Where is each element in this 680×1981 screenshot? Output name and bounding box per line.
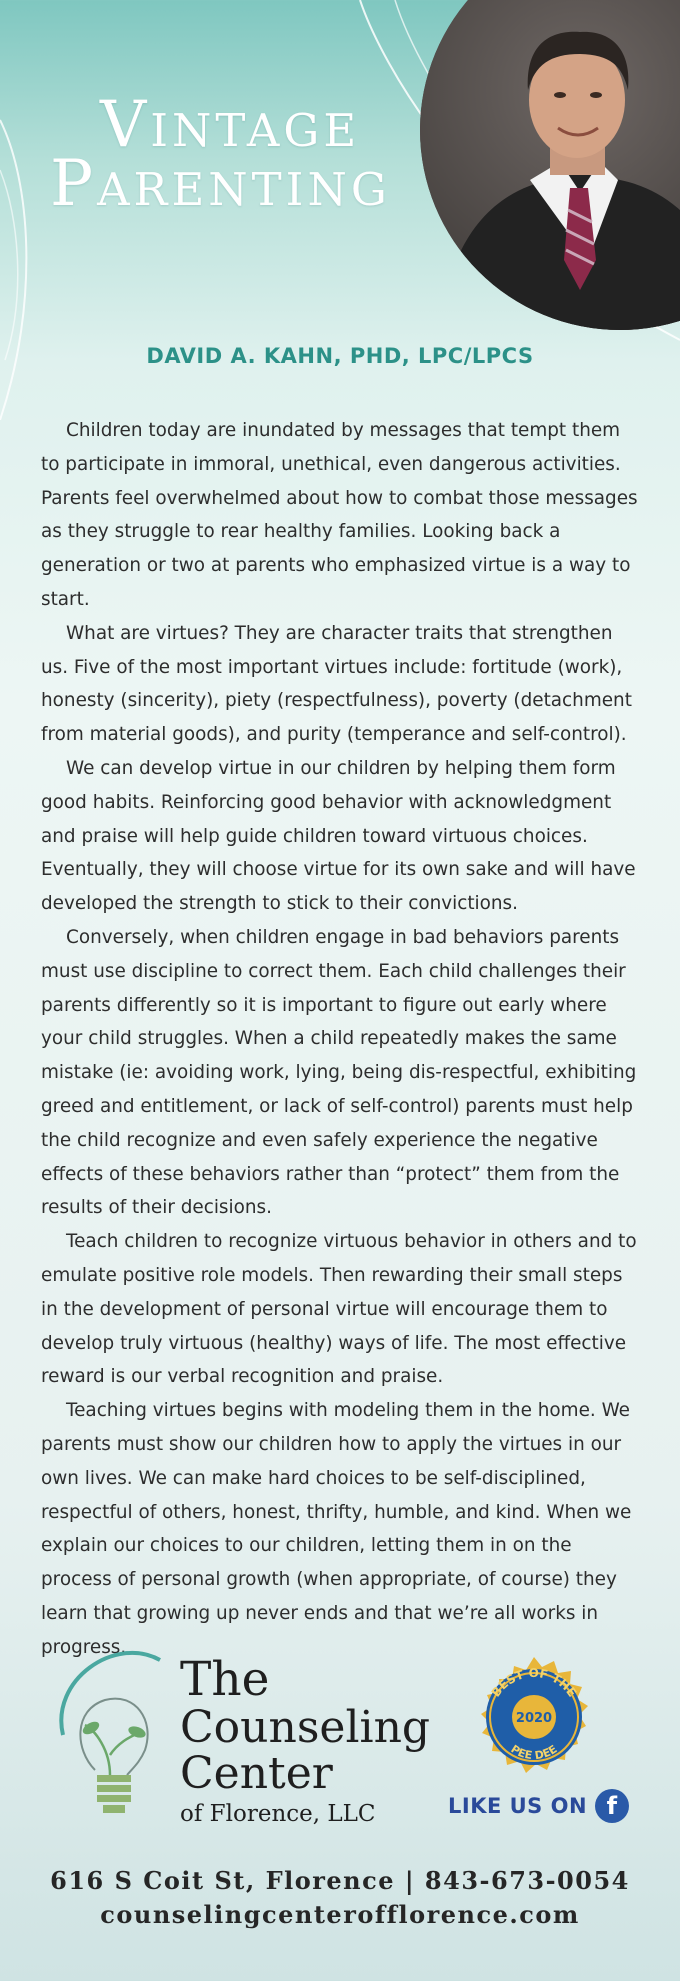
author-photo [420, 0, 680, 330]
logo-text-of-florence: of Florence, LLC [180, 1801, 376, 1827]
logo-text-the: The [180, 1652, 270, 1707]
article-paragraph: Children today are inundated by messages that tempt them to participate in immoral, unethical, even dangerous activities. Parents feel overwhelmed about how to combat those messages as they struggle to rear healthy families. Looking back a generation or two at parents who emphasized virtue is a way to start. [41, 420, 638, 610]
counseling-center-logo [55, 1640, 431, 1830]
address-phone: 616 S Coit St, Florence | 843-673-0054 [50, 1866, 630, 1895]
article-body [41, 414, 641, 1664]
article-paragraph: Teaching virtues begins with modeling them in the home. We parents must show our children how to apply the virtues in our own lives. We can make hard choices to be self-disciplined, respectful of others, honest, thrifty, humble, and kind. When we explain our choices to our children, letting them in on the process of personal growth (when appropriate, of course) they learn that growing up never ends and that we’re all works in progress. [41, 1400, 632, 1658]
logo-text-counseling: Counseling [180, 1702, 431, 1753]
facebook-like-link[interactable] [448, 1788, 629, 1824]
author-byline: DAVID A. KAHN, PHD, LPC/LPCS [146, 344, 534, 368]
article-paragraph: Teach children to recognize virtuous behavior in others and to emulate positive role models. Then rewarding their small steps in the development of personal virtue will encourage them to develop truly virtuous (healthy) ways of life. The most effective reward is our verbal recognition and praise. [41, 1231, 637, 1388]
title-line-1: Vintage [100, 88, 361, 162]
article-paragraph: What are virtues? They are character traits that strengthen us. Five of the most important virtues include: fortitude (work), honesty (sincerity), piety (respectfulness), poverty (detachment from material goods), and purity (temperance and self-control). [41, 622, 632, 746]
page-title [50, 88, 430, 221]
badge-year: 2020 [515, 1711, 553, 1726]
facebook-icon[interactable]: f [595, 1789, 629, 1823]
badge-bottom-text: PEE DEE [508, 1742, 560, 1763]
article-paragraph: We can develop virtue in our children by helping them form good habits. Reinforcing good behavior with acknowledgment and praise will help guide children toward virtuous choices. Eventually, they will choose virtue for its own sake and will have developed the strength to stick to their convictions. [41, 757, 636, 915]
best-of-pee-dee-badge [470, 1655, 598, 1783]
article-paragraph: Conversely, when children engage in bad behaviors parents must use discipline to correct them. Each child challenges their parents differently so it is important to figure out early where your child struggles. When a child repeatedly makes the same mistake (ie: avoiding work, lying, being dis-respectful, exhibiting greed and entitlement, or lack of self-control) parents must help the child recognize and even safely experience the negative effects of these behaviors rather than “protect” them from the results of their decisions. [41, 926, 637, 1219]
lightbulb-icon [55, 1640, 175, 1830]
logo-text-center: Center [180, 1748, 333, 1799]
title-line-2: Parenting [50, 146, 391, 221]
like-us-label: LIKE US ON [448, 1794, 588, 1818]
website-link[interactable]: counselingcenterofflorence.com [100, 1900, 580, 1929]
badge-top-text: BEST OF THE [488, 1665, 580, 1700]
